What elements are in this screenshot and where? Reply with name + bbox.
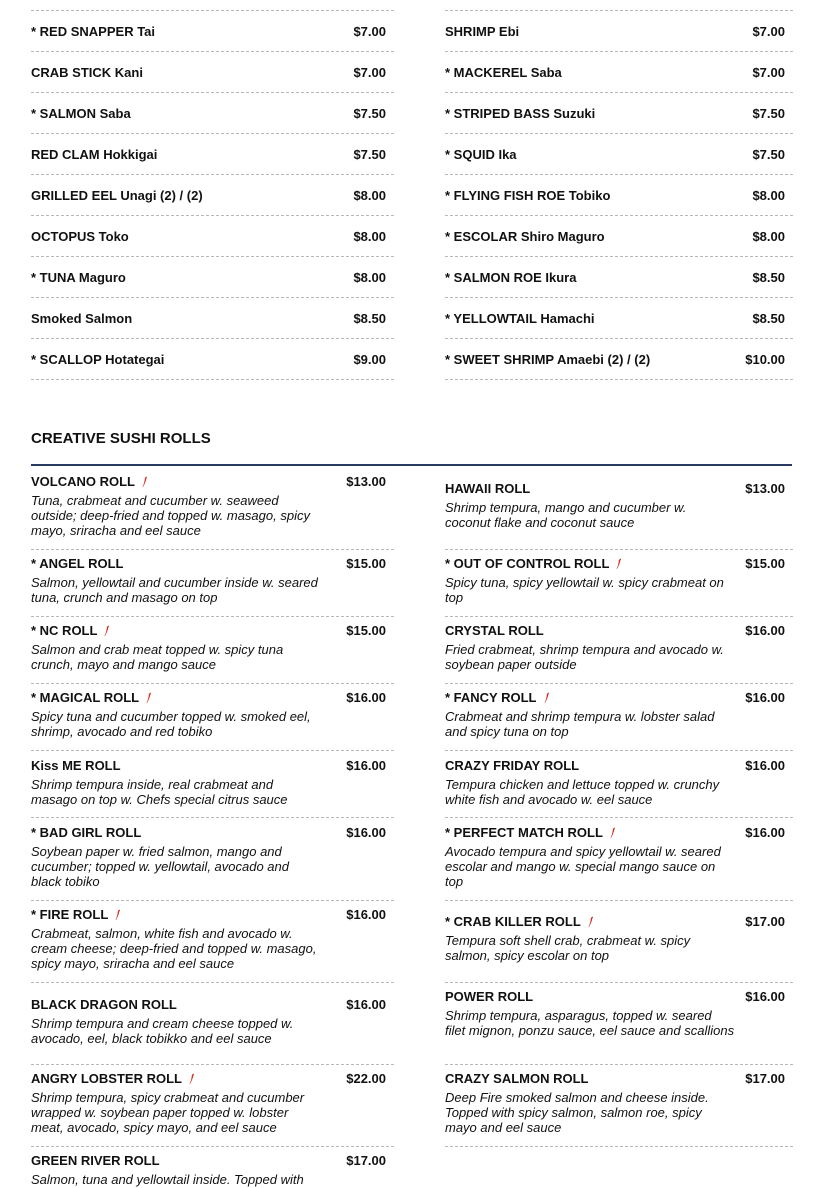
roll-name: * PERFECT MATCH ROLL — [445, 825, 603, 840]
menu-item — [445, 297, 793, 338]
divider — [31, 1146, 394, 1147]
item-price: $8.50 — [353, 310, 386, 326]
menu-item — [445, 51, 793, 92]
chili-pepper-icon — [616, 558, 622, 570]
divider — [445, 1146, 793, 1147]
roll-description: Tuna, crabmeat and cucumber w. seaweed outside; deep-fried and topped w. masago, spicy mayo, sriracha and eel sauce — [31, 493, 310, 538]
divider — [31, 616, 394, 617]
roll-description: Salmon, tuna and yellowtail inside. Topped with — [31, 1172, 304, 1187]
divider — [445, 616, 793, 617]
item-price: $7.00 — [353, 23, 386, 39]
roll-name: VOLCANO ROLL — [31, 474, 135, 489]
roll-price: $15.00 — [745, 556, 785, 571]
chili-pepper-icon — [544, 692, 550, 704]
roll-price: $16.00 — [745, 825, 785, 840]
roll-description: Shrimp tempura and cream cheese topped w. avocado, eel, black tobikko and eel sauce — [31, 1016, 294, 1046]
roll-item — [445, 623, 793, 672]
divider — [31, 900, 394, 901]
chili-pepper-icon — [610, 827, 616, 839]
roll-description: Salmon, yellowtail and cucumber inside w. seared tuna, crunch and masago on top — [31, 575, 318, 605]
roll-price: $17.00 — [745, 1071, 785, 1086]
item-price: $8.50 — [752, 310, 785, 326]
divider — [445, 982, 793, 983]
roll-item — [31, 907, 394, 971]
roll-description: Shrimp tempura, spicy crabmeat and cucumber wrapped w. soybean paper topped w. lobster meat, avocado, spicy mayo, and eel sauce — [31, 1090, 305, 1135]
roll-name: * CRAB KILLER ROLL — [445, 914, 581, 929]
roll-item — [31, 474, 394, 538]
roll-price: $15.00 — [346, 623, 386, 638]
divider — [445, 379, 793, 380]
roll-name: * BAD GIRL ROLL — [31, 825, 142, 840]
roll-description: Spicy tuna and cucumber topped w. smoked eel, shrimp, avocado and red tobiko — [31, 709, 311, 739]
roll-item — [445, 481, 793, 530]
roll-name: * MAGICAL ROLL — [31, 690, 140, 705]
item-name: * TUNA Maguro — [31, 269, 126, 285]
roll-description: Shrimp tempura inside, real crabmeat and masago on top w. Chefs special citrus sauce — [31, 777, 288, 807]
chili-pepper-icon — [104, 625, 110, 637]
roll-name: * FANCY ROLL — [445, 690, 537, 705]
roll-description: Soybean paper w. fried salmon, mango and cucumber; topped w. yellowtail, avocado and black tobiko — [31, 844, 289, 889]
roll-price: $16.00 — [346, 690, 386, 705]
item-price: $7.50 — [353, 146, 386, 162]
item-name: * FLYING FISH ROE Tobiko — [445, 187, 611, 203]
chili-pepper-icon — [146, 692, 152, 704]
item-price: $7.50 — [752, 146, 785, 162]
roll-name: POWER ROLL — [445, 989, 534, 1004]
roll-price: $13.00 — [745, 481, 785, 496]
item-name: SHRIMP Ebi — [445, 23, 520, 39]
item-price: $7.00 — [752, 64, 785, 80]
roll-name: Kiss ME ROLL — [31, 758, 121, 773]
menu-item — [445, 174, 793, 215]
item-name: * SWEET SHRIMP Amaebi (2) / (2) — [445, 351, 651, 367]
item-price: $7.00 — [353, 64, 386, 80]
menu-item — [31, 297, 394, 338]
roll-item — [445, 758, 793, 807]
menu-item — [31, 174, 394, 215]
roll-price: $13.00 — [346, 474, 386, 489]
item-price: $8.00 — [353, 228, 386, 244]
item-name: * MACKEREL Saba — [445, 64, 562, 80]
chili-pepper-icon — [142, 476, 148, 488]
roll-price: $16.00 — [346, 758, 386, 773]
roll-item — [31, 997, 394, 1046]
roll-name: * OUT OF CONTROL ROLL — [445, 556, 610, 571]
menu-item — [445, 133, 793, 174]
item-name: OCTOPUS Toko — [31, 228, 129, 244]
roll-name: CRAZY FRIDAY ROLL — [445, 758, 580, 773]
roll-item — [445, 989, 793, 1038]
roll-item — [445, 1071, 793, 1135]
menu-item — [445, 10, 793, 51]
menu-item — [31, 215, 394, 256]
roll-description: Deep Fire smoked salmon and cheese inside. Topped with spicy salmon, salmon roe, spicy mayo and eel sauce — [445, 1090, 709, 1135]
roll-item — [31, 556, 394, 605]
chili-pepper-icon — [189, 1073, 195, 1085]
roll-price: $15.00 — [346, 556, 386, 571]
roll-item — [31, 1153, 394, 1187]
item-price: $9.00 — [353, 351, 386, 367]
menu-item — [31, 133, 394, 174]
item-price: $8.50 — [752, 269, 785, 285]
divider — [445, 683, 793, 684]
roll-description: Tempura chicken and lettuce topped w. crunchy white fish and avocado w. eel sauce — [445, 777, 720, 807]
item-name: * ESCOLAR Shiro Maguro — [445, 228, 605, 244]
menu-item — [445, 338, 793, 379]
roll-description: Avocado tempura and spicy yellowtail w. seared escolar and mango w. special mango sauce on top — [445, 844, 721, 889]
roll-price: $16.00 — [745, 623, 785, 638]
roll-name: ANGRY LOBSTER ROLL — [31, 1071, 182, 1086]
roll-item — [31, 758, 394, 807]
item-price: $8.00 — [752, 228, 785, 244]
item-name: * SQUID Ika — [445, 146, 517, 162]
roll-name: CRAZY SALMON ROLL — [445, 1071, 589, 1086]
nigiri-list-left — [31, 10, 394, 380]
divider — [445, 900, 793, 901]
nigiri-list-right — [445, 10, 793, 380]
divider — [445, 750, 793, 751]
item-price: $7.50 — [353, 105, 386, 121]
roll-price: $16.00 — [745, 690, 785, 705]
roll-price: $16.00 — [745, 989, 785, 1004]
divider — [445, 1064, 793, 1065]
item-name: * STRIPED BASS Suzuki — [445, 105, 596, 121]
menu-item — [31, 92, 394, 133]
roll-price: $16.00 — [346, 825, 386, 840]
divider — [31, 379, 394, 380]
item-name: CRAB STICK Kani — [31, 64, 143, 80]
divider — [31, 1064, 394, 1065]
menu-item — [31, 338, 394, 379]
roll-item — [445, 556, 793, 605]
item-name: * SALMON Saba — [31, 105, 131, 121]
menu-item — [31, 51, 394, 92]
roll-price: $22.00 — [346, 1071, 386, 1086]
roll-description: Tempura soft shell crab, crabmeat w. spicy salmon, spicy escolar on top — [445, 933, 691, 963]
item-price: $8.00 — [353, 269, 386, 285]
roll-item — [445, 825, 793, 889]
divider — [445, 549, 793, 550]
roll-price: $17.00 — [745, 914, 785, 929]
item-name: * YELLOWTAIL Hamachi — [445, 310, 595, 326]
divider — [445, 817, 793, 818]
menu-item — [445, 256, 793, 297]
divider — [31, 750, 394, 751]
item-price: $7.50 — [752, 105, 785, 121]
roll-description: Fried crabmeat, shrimp tempura and avocado w. soybean paper outside — [445, 642, 724, 672]
roll-item — [31, 1071, 394, 1135]
divider — [31, 549, 394, 550]
item-name: Smoked Salmon — [31, 310, 133, 326]
chili-pepper-icon — [115, 909, 121, 921]
roll-description: Shrimp tempura, mango and cucumber w. coconut flake and coconut sauce — [445, 500, 687, 530]
roll-description: Crabmeat, salmon, white fish and avocado w. cream cheese; deep-fried and topped w. masago, spicy mayo, sriracha and eel sauce — [31, 926, 317, 971]
chili-pepper-icon — [588, 916, 594, 928]
roll-price: $16.00 — [745, 758, 785, 773]
roll-description: Shrimp tempura, asparagus, topped w. seared filet mignon, ponzu sauce, eel sauce and scallions — [445, 1008, 735, 1038]
roll-name: CRYSTAL ROLL — [445, 623, 544, 638]
item-name: * SCALLOP Hotategai — [31, 351, 165, 367]
roll-price: $16.00 — [346, 907, 386, 922]
roll-name: * FIRE ROLL — [31, 907, 109, 922]
item-price: $8.00 — [752, 187, 785, 203]
item-name: RED CLAM Hokkigai — [31, 146, 158, 162]
item-name: * SALMON ROE Ikura — [445, 269, 577, 285]
divider — [31, 982, 394, 983]
roll-name: GREEN RIVER ROLL — [31, 1153, 160, 1168]
roll-description: Spicy tuna, spicy yellowtail w. spicy crabmeat on top — [445, 575, 724, 605]
roll-item — [31, 690, 394, 739]
roll-price: $17.00 — [346, 1153, 386, 1168]
roll-description: Crabmeat and shrimp tempura w. lobster salad and spicy tuna on top — [445, 709, 715, 739]
item-price: $8.00 — [353, 187, 386, 203]
roll-item — [31, 825, 394, 889]
menu-item — [445, 215, 793, 256]
section-divider — [31, 464, 792, 466]
roll-name: BLACK DRAGON ROLL — [31, 997, 177, 1012]
item-price: $10.00 — [745, 351, 785, 367]
roll-item — [445, 690, 793, 739]
divider — [31, 683, 394, 684]
roll-description: Salmon and crab meat topped w. spicy tuna crunch, mayo and mango sauce — [31, 642, 284, 672]
roll-price: $16.00 — [346, 997, 386, 1012]
roll-name: HAWAII ROLL — [445, 481, 531, 496]
section-title: CREATIVE SUSHI ROLLS — [31, 430, 211, 447]
menu-item — [445, 92, 793, 133]
item-name: * RED SNAPPER Tai — [31, 23, 156, 39]
roll-name: * ANGEL ROLL — [31, 556, 124, 571]
menu-item — [31, 10, 394, 51]
roll-name: * NC ROLL — [31, 623, 98, 638]
menu-item — [31, 256, 394, 297]
roll-item — [445, 914, 793, 963]
item-name: GRILLED EEL Unagi (2) / (2) — [31, 187, 203, 203]
item-price: $7.00 — [752, 23, 785, 39]
divider — [31, 817, 394, 818]
roll-item — [31, 623, 394, 672]
